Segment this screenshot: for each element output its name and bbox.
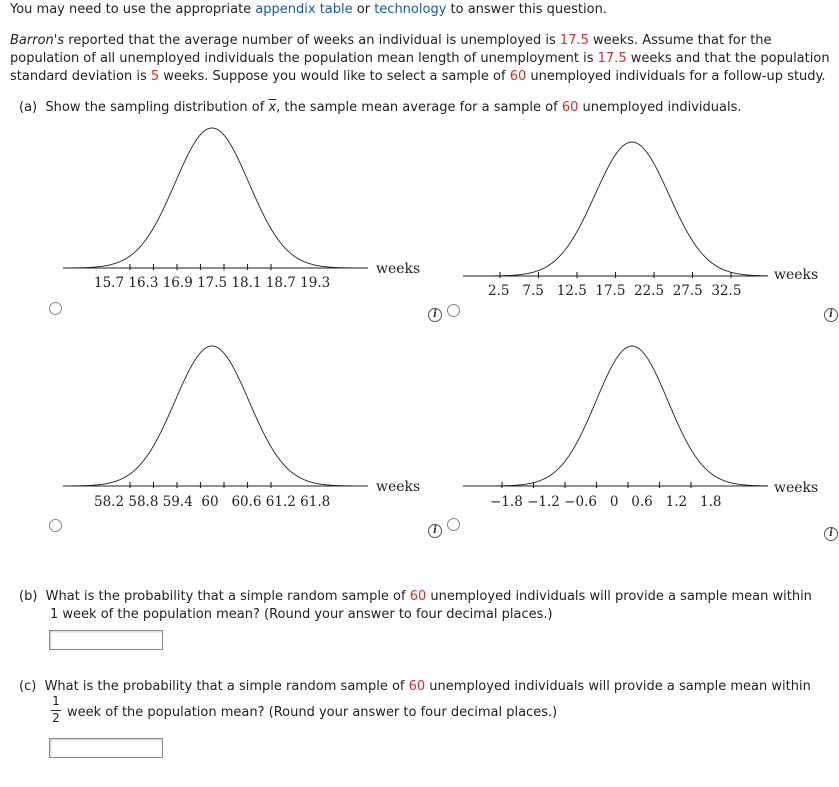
technology-link[interactable]: technology bbox=[374, 2, 447, 17]
part-b-question-line-2: 1 week of the population mean? (Round your answer to four decimal places.) bbox=[50, 607, 553, 622]
part-a-label: (a) bbox=[19, 100, 38, 115]
graph-2-info-icon[interactable]: i bbox=[824, 308, 838, 322]
mean-value: 17.5 bbox=[559, 33, 589, 48]
part-c-text: What is the probability that a simple random sample of bbox=[44, 679, 409, 694]
graph-1-radio[interactable] bbox=[49, 302, 62, 315]
graph-4-unit-label: weeks bbox=[774, 480, 819, 496]
part-b-answer-input[interactable] bbox=[49, 630, 163, 650]
mean-value: 17.5 bbox=[597, 51, 627, 66]
graph-4-radio[interactable] bbox=[447, 518, 460, 531]
part-a-question bbox=[19, 99, 742, 117]
graph-2-tick-labels: 2.5 7.5 12.5 17.5 22.5 27.5 32.5 bbox=[488, 283, 742, 299]
graph-4-tick-labels: −1.8 −1.2 −0.6 0 0.6 1.2 1.8 bbox=[490, 494, 722, 510]
fraction-denominator: 2 bbox=[52, 711, 60, 725]
normal-curve-4 bbox=[460, 340, 770, 490]
part-c-question-line-2: week of the population mean? (Round your answer to four decimal places.) bbox=[67, 705, 558, 720]
fraction-numerator: 1 bbox=[52, 694, 60, 708]
sample-size-value: 60 bbox=[408, 679, 426, 694]
graph-3-radio[interactable] bbox=[49, 519, 62, 532]
normal-curve-1 bbox=[60, 120, 370, 280]
intro-text: You may need to use the appropriate bbox=[10, 2, 256, 17]
graph-option-3 bbox=[60, 340, 370, 490]
problem-line-3 bbox=[10, 68, 826, 86]
problem-line-1 bbox=[10, 32, 772, 50]
graph-option-1 bbox=[60, 120, 370, 280]
intro-text-end: to answer this question. bbox=[446, 2, 607, 17]
graph-4-info-icon[interactable]: i bbox=[824, 527, 838, 541]
part-a-text: , the sample mean average for a sample of bbox=[276, 100, 562, 115]
graph-1-info-icon[interactable]: i bbox=[428, 308, 442, 322]
normal-curve-2 bbox=[460, 130, 770, 280]
graph-1-unit-label: weeks bbox=[376, 261, 421, 277]
sample-size-value: 60 bbox=[509, 69, 527, 84]
graph-2-radio[interactable] bbox=[447, 304, 460, 317]
part-a-text: unemployed individuals. bbox=[578, 100, 742, 115]
problem-text: weeks. Suppose you would like to select a sample of bbox=[159, 69, 510, 84]
part-c-answer-input[interactable] bbox=[49, 738, 163, 758]
problem-text: weeks and that the population bbox=[626, 51, 830, 66]
part-c-label: (c) bbox=[19, 679, 37, 694]
graph-3-unit-label: weeks bbox=[376, 479, 421, 495]
problem-text: standard deviation is bbox=[10, 69, 151, 84]
appendix-table-link[interactable]: appendix table bbox=[255, 2, 353, 17]
part-c-question-line-1 bbox=[19, 678, 811, 696]
graph-option-4 bbox=[460, 340, 770, 490]
intro-text-or: or bbox=[352, 2, 375, 17]
graph-3-tick-labels: 58.2 58.8 59.4 60 60.6 61.2 61.8 bbox=[94, 494, 331, 510]
sample-size-value: 60 bbox=[561, 100, 579, 115]
part-b-question-line-1 bbox=[19, 588, 812, 606]
part-b-text: unemployed individuals will provide a sample mean within bbox=[426, 589, 812, 604]
part-c-text: unemployed individuals will provide a sample mean within bbox=[425, 679, 811, 694]
problem-text: unemployed individuals for a follow-up study. bbox=[526, 69, 826, 84]
graph-option-2 bbox=[460, 130, 770, 280]
normal-curve-3 bbox=[60, 340, 370, 490]
xbar-symbol: $\overline{x}$ bbox=[268, 100, 277, 115]
part-b-text: What is the probability that a simple random sample of bbox=[45, 589, 410, 604]
graph-2-unit-label: weeks bbox=[774, 267, 819, 283]
problem-text: reported that the average number of weeks an individual is unemployed is bbox=[64, 33, 560, 48]
problem-line-2 bbox=[10, 50, 830, 68]
part-b-label: (b) bbox=[19, 589, 38, 604]
graph-1-tick-labels: 15.7 16.3 16.9 17.5 18.1 18.7 19.3 bbox=[94, 275, 331, 291]
sd-value: 5 bbox=[150, 69, 160, 84]
problem-text: population of all unemployed individuals the population mean length of unemployment is bbox=[10, 51, 598, 66]
intro-line bbox=[10, 1, 607, 19]
sample-size-value: 60 bbox=[409, 589, 427, 604]
part-a-text: Show the sampling distribution of bbox=[45, 100, 269, 115]
source-name: Barron's bbox=[10, 33, 65, 48]
graph-3-info-icon[interactable]: i bbox=[428, 524, 442, 538]
problem-text: weeks. Assume that for the bbox=[588, 33, 772, 48]
